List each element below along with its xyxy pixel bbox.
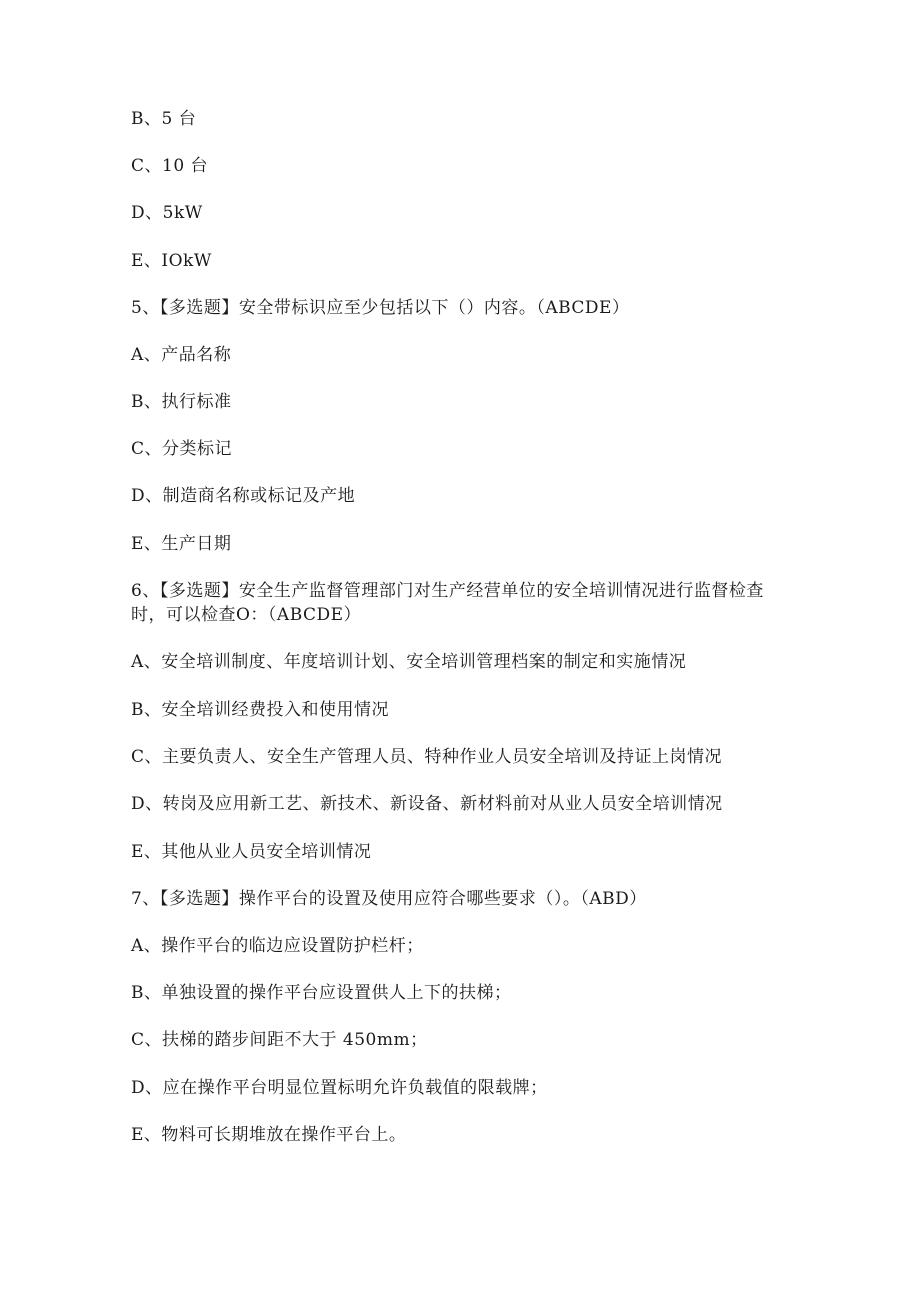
option-line: C、分类标记 xyxy=(131,439,233,459)
option-line: B、5 台 xyxy=(131,109,197,129)
option-line: A、操作平台的临边应设置防护栏杆； xyxy=(131,936,424,956)
option-line: D、制造商名称或标记及产地 xyxy=(131,486,356,506)
option-line: E、物料可长期堆放在操作平台上。 xyxy=(131,1125,407,1145)
option-line: B、单独设置的操作平台应设置供人上下的扶梯； xyxy=(131,983,512,1003)
option-line: C、10 台 xyxy=(131,156,209,176)
option-line: D、应在操作平台明显位置标明允许负载值的限载牌； xyxy=(131,1078,548,1098)
option-line: B、执行标准 xyxy=(131,392,232,412)
question-line: 6、【多选题】安全生产监督管理部门对生产经营单位的安全培训情况进行监督检查时，可以检查O：（ABCDE） xyxy=(131,581,764,625)
option-line: B、安全培训经费投入和使用情况 xyxy=(131,700,389,720)
question-line: 5、【多选题】安全带标识应至少包括以下（）内容。（ABCDE） xyxy=(131,298,630,318)
option-line: C、扶梯的踏步间距不大于 450mm； xyxy=(131,1030,428,1050)
option-line: D、5kW xyxy=(131,203,203,223)
option-line: A、安全培训制度、年度培训计划、安全培训管理档案的制定和实施情况 xyxy=(131,652,687,672)
option-line: E、IOkW xyxy=(131,251,212,271)
option-line: E、其他从业人员安全培训情况 xyxy=(131,842,372,862)
option-line: C、主要负责人、安全生产管理人员、特种作业人员安全培训及持证上岗情况 xyxy=(131,747,723,767)
option-line: E、生产日期 xyxy=(131,534,232,554)
question-line: 7、【多选题】操作平台的设置及使用应符合哪些要求（）。（ABD） xyxy=(131,889,647,909)
option-line: A、产品名称 xyxy=(131,345,232,365)
option-line: D、转岗及应用新工艺、新技术、新设备、新材料前对从业人员安全培训情况 xyxy=(131,794,723,814)
